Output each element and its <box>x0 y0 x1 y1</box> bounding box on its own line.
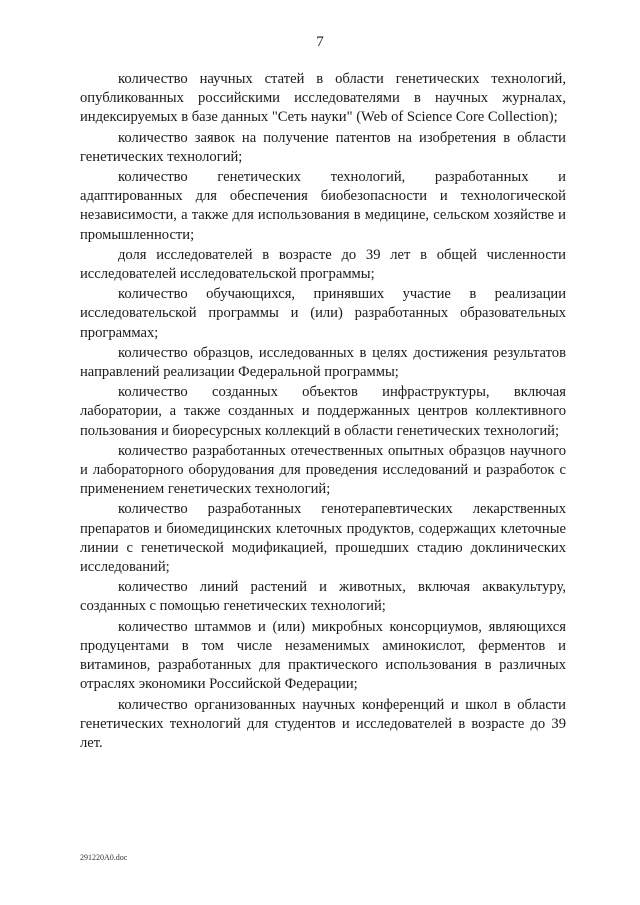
paragraph: количество обучающихся, принявших участие в реализации исследовательской программы и (или) разработанных образовательных программах; <box>80 286 566 341</box>
paragraph: количество образцов, исследованных в целях достижения результатов направлений реализации Федеральной программы; <box>80 344 566 381</box>
paragraph: количество разработанных отечественных опытных образцов научного и лабораторного оборудования для проведения исследований и разработок с применением генетических технологий; <box>80 442 566 498</box>
paragraph: количество научных статей в области генетических технологий, опубликованных российскими исследователями в научных журналах, индексируемых в базе данных "Сеть науки" (Web of Science Core Collection); <box>80 71 566 126</box>
paragraph: количество заявок на получение патентов на изобретения в области генетических технологий; <box>80 129 566 165</box>
paragraph: количество линий растений и животных, включая аквакультуру, созданных с помощью генетических технологий; <box>80 579 566 615</box>
paragraph: доля исследователей в возрасте до 39 лет в общей численности исследователей исследовательской программы; <box>80 246 566 283</box>
paragraph: количество генетических технологий, разработанных и адаптированных для обеспечения биобезопасности и технологической независимости, а также для использования в медицине, сельском хозяйстве и промышленности; <box>80 169 566 243</box>
page-number: 7 <box>316 34 324 50</box>
document-body <box>80 70 566 754</box>
paragraph: количество организованных научных конференций и школ в области генетических технологий для студентов и исследователей в возрасте до 39 лет. <box>80 696 566 751</box>
paragraph: количество созданных объектов инфраструктуры, включая лаборатории, а также созданных и поддержанных центров коллективного пользования и биоресурсных коллекций в области генетических технологий; <box>80 384 566 439</box>
footer-document-code: 291220A0.doc <box>80 853 128 862</box>
paragraph: количество разработанных генотерапевтических лекарственных препаратов и биомедицинских клеточных продуктов, содержащих клеточные линии с генетической модификацией, прошедших стадию доклинических исследований; <box>80 501 566 576</box>
paragraph: количество штаммов и (или) микробных консорциумов, являющихся продуцентами в том числе незаменимых аминокислот, ферментов и витаминов, разработанных для практического использования в различных отраслях экономики Российской Федерации; <box>80 618 566 693</box>
